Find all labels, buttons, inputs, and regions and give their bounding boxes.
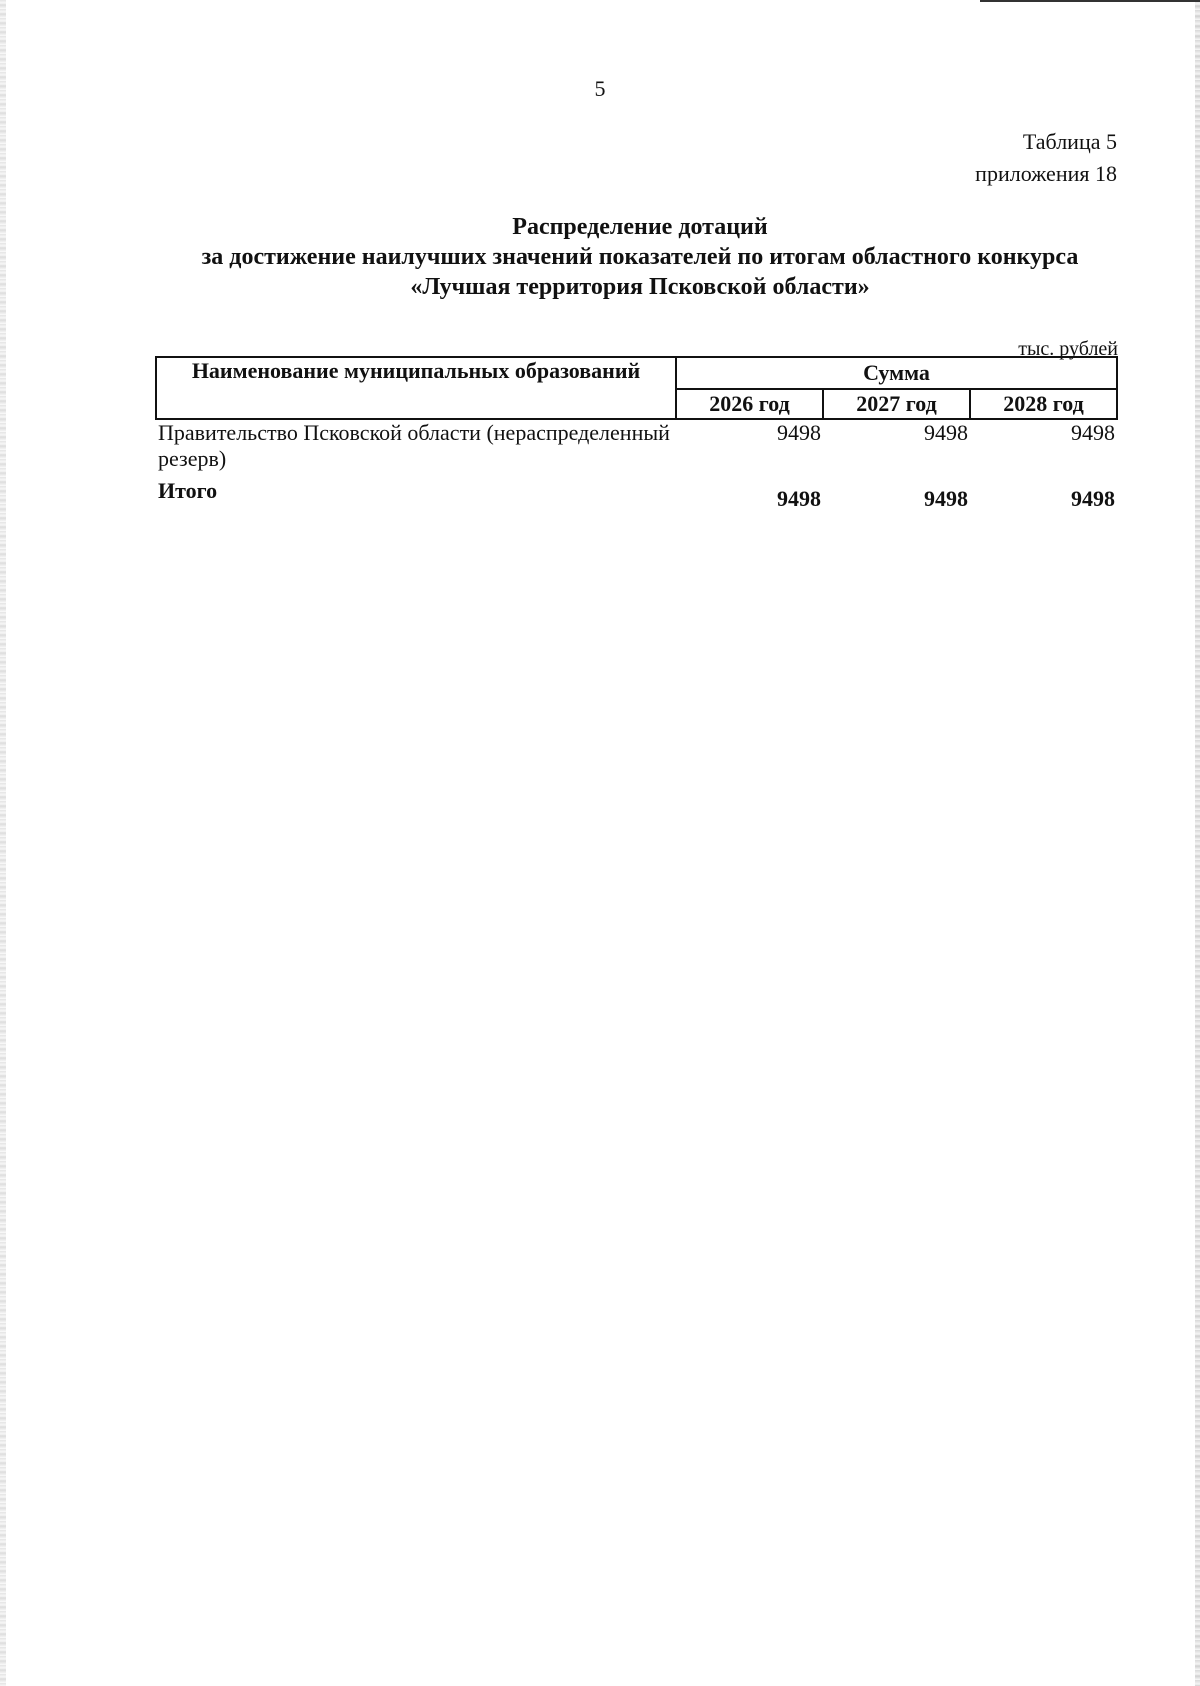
subsidy-table xyxy=(155,356,1118,512)
header-year-2028: 2028 год xyxy=(970,389,1117,419)
total-value-2028: 9498 xyxy=(1071,486,1115,511)
title-line-1: Распределение дотаций xyxy=(512,214,768,240)
table-row xyxy=(156,419,1117,472)
header-year-2026: 2026 год xyxy=(676,389,823,419)
total-label: Итого xyxy=(158,478,218,503)
table-reference xyxy=(975,126,1117,190)
total-row xyxy=(156,472,1117,512)
scan-edge-left xyxy=(0,0,6,1686)
table-reference-line-2: приложения 18 xyxy=(975,161,1117,186)
row-value-2028: 9498 xyxy=(1071,420,1115,445)
scan-edge-right xyxy=(1195,0,1200,1686)
page-number: 5 xyxy=(594,76,606,101)
scan-edge-top xyxy=(980,0,1200,2)
header-municipality-name: Наименование муниципальных образований xyxy=(156,357,676,419)
header-year-2027: 2027 год xyxy=(823,389,970,419)
header-sum: Сумма xyxy=(676,357,1117,389)
table-reference-line-1: Таблица 5 xyxy=(1022,129,1117,154)
total-value-2027: 9498 xyxy=(924,486,968,511)
total-value-2026: 9498 xyxy=(777,486,821,511)
document-title xyxy=(120,212,1160,302)
row-value-2026: 9498 xyxy=(777,420,821,445)
row-value-2027: 9498 xyxy=(924,420,968,445)
units-label: тыс. рублей xyxy=(1018,338,1118,360)
row-name: Правительство Псковской области (нераспределенный резерв) xyxy=(158,420,670,471)
title-line-3: «Лучшая территория Псковской области» xyxy=(410,274,870,300)
title-line-2: за достижение наилучших значений показателей по итогам областного конкурса xyxy=(201,244,1079,270)
